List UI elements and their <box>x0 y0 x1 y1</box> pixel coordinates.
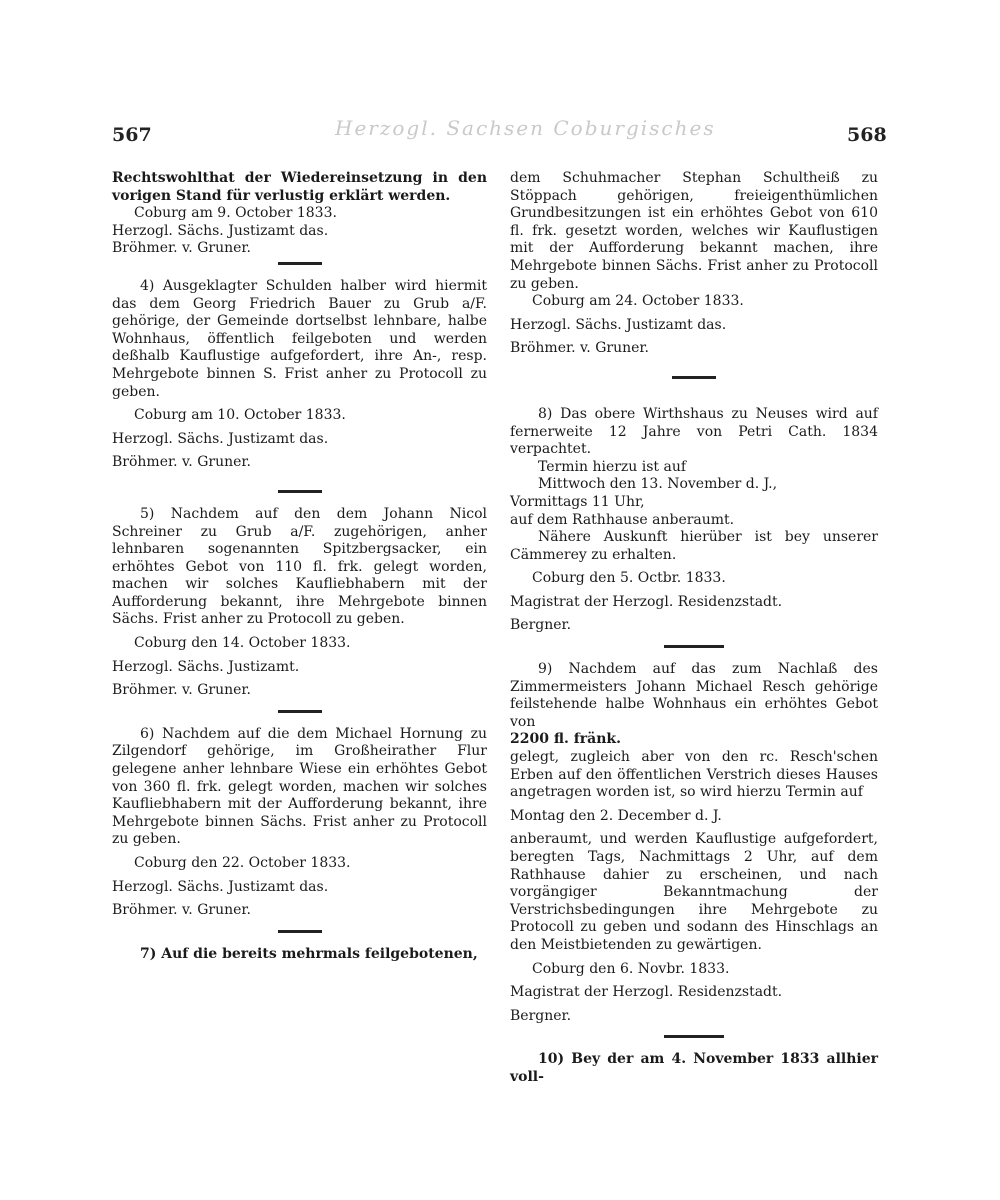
notice-3-signers: Bröhmer. v. Gruner. <box>112 240 251 257</box>
notice-5-date: Coburg den 14. October 1833. <box>134 635 351 652</box>
left-column <box>112 170 487 963</box>
notice-9-signer: Bergner. <box>510 1007 572 1024</box>
notice-9-date: Coburg den 6. Novbr. 1833. <box>532 960 730 977</box>
notice-5-signers: Bröhmer. v. Gruner. <box>112 682 251 699</box>
notice-7-continuation: dem Schuhmacher Stephan Schultheiß zu Stöppach gehörigen, freieigenthümlichen Grundbesitzungen ist ein erhöhtes Gebot von 610 fl. frk. gesetzt worden, welches wir Kauflustigen mit der Aufforderung bekannt machen, ihre Mehrgebote binnen Sächs. Frist anher zu Protocoll zu geben. <box>510 170 878 292</box>
notice-8-authority: Magistrat der Herzogl. Residenzstadt. <box>510 593 783 610</box>
separator-rule <box>278 490 322 493</box>
notice-6-authority: Herzogl. Sächs. Justizamt das. <box>112 878 329 895</box>
notice-6-date: Coburg den 22. October 1833. <box>134 855 351 871</box>
notice-3-continuation: Rechtswohlthat der Wiedereinsetzung in den vorigen Stand für verlustig erklärt werden. <box>112 170 487 204</box>
notice-8-info: Nähere Auskunft hierüber ist bey unserer Cämmerey zu erhalten. <box>510 529 878 563</box>
notice-8-date: Coburg den 5. Octbr. 1833. <box>532 570 726 587</box>
notice-8-signer: Bergner. <box>510 617 572 634</box>
notice-9-when: Montag den 2. December d. J. <box>510 807 722 824</box>
separator-rule <box>278 262 322 265</box>
separator-rule <box>664 1035 724 1038</box>
notice-9-authority: Magistrat der Herzogl. Residenzstadt. <box>510 984 783 1001</box>
notice-9-text: 9) Nachdem auf das zum Nachlaß des Zimmermeisters Johann Michael Resch gehörige feilstehende halbe Wohnhaus ein erhöhtes Gebot von <box>510 661 878 730</box>
page-number-left: 567 <box>112 124 152 146</box>
notice-8-time: Vormittags 11 Uhr, <box>510 493 645 510</box>
notice-7-text: 7) Auf die bereits mehrmals feilgebotenen, <box>140 945 478 962</box>
notice-7-signers: Bröhmer. v. Gruner. <box>510 340 649 357</box>
notice-6-signers: Bröhmer. v. Gruner. <box>112 902 251 919</box>
notice-6-text: 6) Nachdem auf die dem Michael Hornung zu Zilgendorf gehörige, im Großheirather Flur gelegene anher lehnbare Wiese ein erhöhtes Gebot von 360 fl. frk. gelegt worden, machen wir solches Kaufliebhabern mit der Aufforderung bekannt, ihre Mehrgebote binnen Sächs. Frist anher zu Protocoll zu geben. <box>112 725 487 848</box>
notice-8-term: Termin hierzu ist auf <box>538 458 687 475</box>
notice-9-text-3: anberaumt, und werden Kauflustige aufgefordert, beregten Tags, Nachmittags 2 Uhr, auf dem Rathhause dahier zu erscheinen, und nach vorgängiger Bekanntmachung der Verstrichsbedingungen ihre Mehrgebote zu Protocoll zu geben und sodann des Hinschlags an den Meistbietenden zu gewärtigen. <box>510 831 878 953</box>
notice-5-text: 5) Nachdem auf den dem Johann Nicol Schreiner zu Grub a/F. zugehörigen, anher lehnbaren sogenannten Spitzbergsacker, ein erhöhtes Gebot von 110 fl. frk. gelegt worden, machen wir solches Kaufliebhabern mit der Aufforderung bekannt, ihre Mehrgebote binnen Sächs. Frist anher zu Protocoll zu geben. <box>112 505 487 628</box>
notice-7-date: Coburg am 24. October 1833. <box>532 293 744 310</box>
notice-9-amount: 2200 fl. fränk. <box>510 731 621 748</box>
notice-4-authority: Herzogl. Sächs. Justizamt das. <box>112 430 329 447</box>
separator-rule <box>278 710 322 713</box>
right-column <box>510 170 878 1087</box>
notice-4-signers: Bröhmer. v. Gruner. <box>112 454 251 471</box>
notice-9-text-2: gelegt, zugleich aber von den rc. Resch'schen Erben auf den öffentlichen Verstrich dieses Hauses angetragen worden ist, so wird hierzu Termin auf <box>510 749 878 801</box>
notice-10-text: 10) Bey der am 4. November 1833 allhier voll- <box>510 1051 878 1085</box>
notice-3-authority: Herzogl. Sächs. Justizamt das. <box>112 222 329 239</box>
notice-5-authority: Herzogl. Sächs. Justizamt. <box>112 658 300 675</box>
notice-8-place: auf dem Rathhause anberaumt. <box>510 511 735 528</box>
notice-8-when: Mittwoch den 13. November d. J., <box>538 476 778 493</box>
separator-rule <box>664 645 724 648</box>
page-number-right: 568 <box>847 124 887 146</box>
bleed-through-header: Herzogl. Sachsen Coburgisches <box>335 116 716 140</box>
notice-4-text: 4) Ausgeklagter Schulden halber wird hiermit das dem Georg Friedrich Bauer zu Grub a/F. gehörige, der Gemeinde dortselbst lehnbare, halbe Wohnhaus, öffentlich feilgeboten und werden deßhalb Kauflustige aufgefordert, ihre An-, resp. Mehrgebote binnen S. Frist anher zu Protocoll zu geben. <box>112 277 487 400</box>
separator-rule <box>278 930 322 933</box>
notice-8-text: 8) Das obere Wirthshaus zu Neuses wird auf fernerweite 12 Jahre von Petri Cath. 1834 verpachtet. <box>510 405 878 458</box>
notice-4-date: Coburg am 10. October 1833. <box>134 407 346 424</box>
separator-rule <box>672 376 716 379</box>
notice-7-authority: Herzogl. Sächs. Justizamt das. <box>510 316 727 333</box>
notice-3-date: Coburg am 9. October 1833. <box>134 205 337 222</box>
